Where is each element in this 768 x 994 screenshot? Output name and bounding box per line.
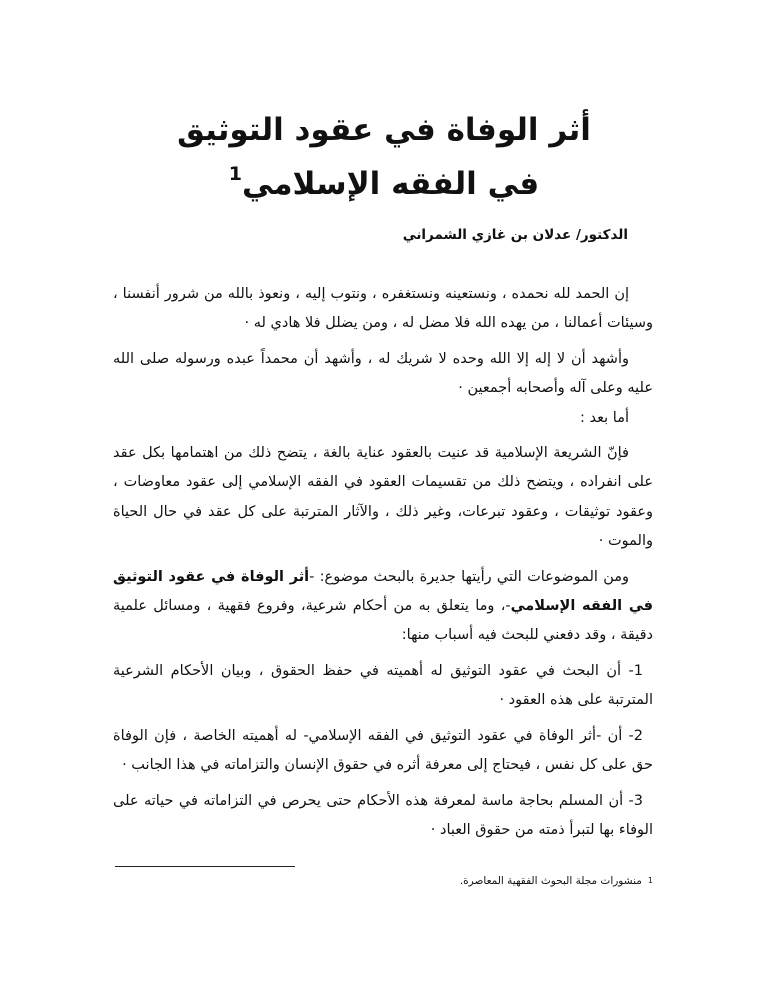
title-footnote-marker[interactable]: 1: [228, 163, 242, 185]
footnote-divider: [115, 866, 295, 867]
reason-item-2: 2- أن -أثر الوفاة في عقود التوثيق في الفقه الإسلامي- له أهميته الخاصة ، فإن الوفاة حق على كل نفس ، فيحتاج إلى معرفة أثره في حقوق الإنسان والتزاماته في هذا الجانب ·: [113, 727, 653, 774]
paragraph-research-topic: [113, 563, 653, 651]
reason-item-3: 3- أن المسلم بحاجة ماسة لمعرفة هذه الأحكام حتى يحرص في التزاماته في حياته على الوفاء بها لتبرأ ذمته من حقوق العباد ·: [113, 792, 653, 838]
title-line-2-text: في الفقه الإسلامي: [242, 166, 540, 202]
paragraph-opening: إن الحمد لله نحمده ، ونستعينه ونستغفره ، ونتوب إليه ، ونعوذ بالله من شرور أنفسنا ، وسيئات أعمالنا ، من يهده الله فلا مضل له ، ومن يضلل فلا هادي له ·: [113, 286, 653, 332]
paragraph-amma-bad: أما بعد :: [580, 409, 629, 426]
body-text: [113, 280, 653, 845]
title-line-1-text: أثر الوفاة في عقود التوثيق: [177, 112, 591, 148]
paragraph-shahada: وأشهد أن لا إله إلا الله وحده لا شريك له ، وأشهد أن محمداً عبده ورسوله صلى الله عليه وعلى آله وأصحابه أجمعين ·: [113, 350, 653, 397]
footnote-text: منشورات مجلة البحوث الفقهية المعاصرة.: [459, 875, 642, 887]
footnote-marker: 1: [647, 876, 653, 885]
research-topic-intro: ومن الموضوعات التي رأيتها جديرة بالبحث موضوع: -: [309, 568, 629, 585]
research-topic-continuation: -، وما يتعلق به من أحكام شرعية، وفروع فقهية ، ومسائل علمية دقيقة ، وقد دفعني للبحث فيه أسباب منها:: [113, 598, 653, 644]
page-title-line-2: [0, 164, 768, 204]
research-topic-title: أثر الوفاة في عقود التوثيق في الفقه الإسلامي: [113, 568, 653, 615]
reason-item-1: 1- أن البحث في عقود التوثيق له أهميته في حفظ الحقوق ، وبيان الأحكام الشرعية المترتبة على هذه العقود ·: [113, 662, 653, 709]
footnote: [460, 872, 653, 890]
page-title-line-1: [0, 110, 768, 150]
author-name: الدكتور/ عدلان بن غازي الشمراني: [402, 227, 628, 243]
paragraph-sharia-contracts: فإنّ الشريعة الإسلامية قد عنيت بالعقود عناية بالغة ، يتضح ذلك من اهتمامها بكل عقد على انفراده ، ويتضح ذلك من تقسيمات العقود في الفقه الإسلامي إلى عقود معاوضات ، وعقود توثيقات ، وعقود تبرعات، وغير ذلك ، والآثار المترتبة على كل عقد في حال الحياة والموت ·: [113, 445, 653, 550]
